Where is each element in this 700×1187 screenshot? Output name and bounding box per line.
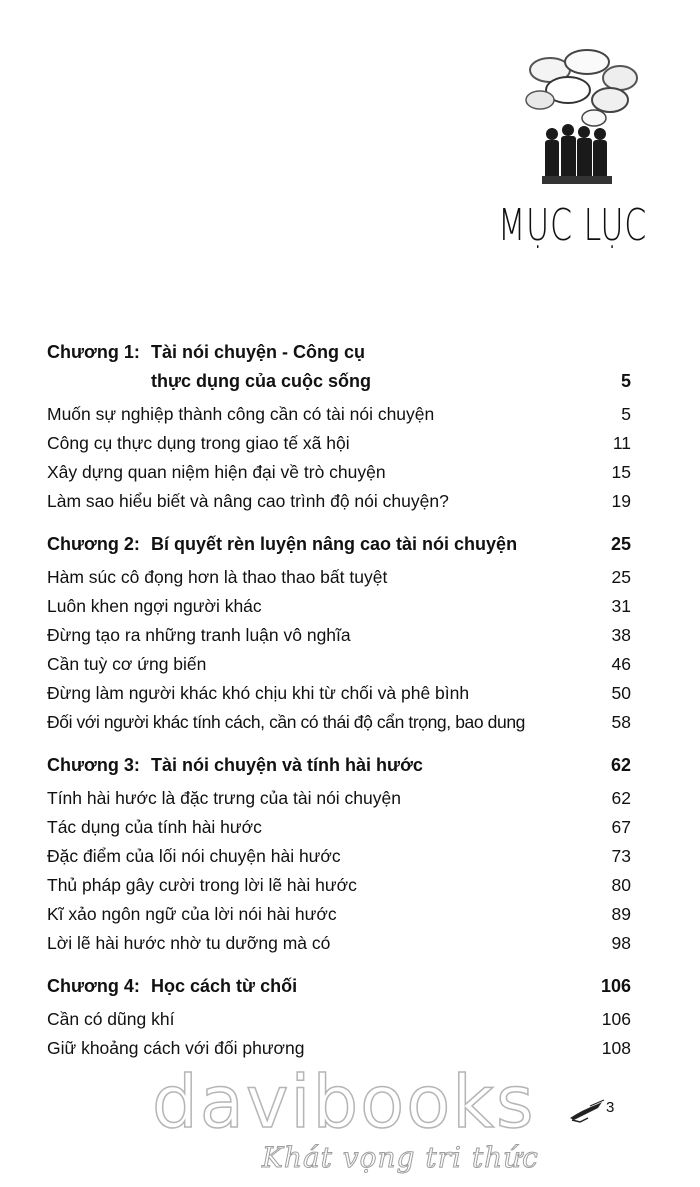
publisher-tagline: Khát vọng tri thức [262, 1141, 539, 1174]
entry-title: Đừng làm người khác khó chịu khi từ chối và phê bình [47, 683, 470, 703]
entry-page-number: 80 [611, 875, 631, 895]
chapter-4 [47, 972, 631, 1063]
chapter-heading[interactable] [47, 530, 631, 559]
chapter-2 [47, 530, 631, 737]
chapter-title-line: Tài nói chuyện - Công cụ [151, 342, 366, 362]
people-silhouette-icon [542, 124, 612, 184]
toc-entry[interactable] [47, 429, 631, 458]
entry-title: Muốn sự nghiệp thành công cần có tài nói chuyện [47, 404, 435, 424]
entry-title: Hàm súc cô đọng hơn là thao thao bất tuyệt [47, 567, 388, 587]
entry-title: Lời lẽ hài hước nhờ tu dưỡng mà có [47, 933, 331, 953]
chapter-title: Bí quyết rèn luyện nâng cao tài nói chuyện [151, 534, 518, 554]
entry-page-number: 31 [611, 596, 631, 616]
toc-entry[interactable] [47, 650, 631, 679]
toc-entry[interactable] [47, 1034, 631, 1063]
chapter-heading[interactable] [47, 338, 631, 396]
entry-title: Tính hài hước là đặc trưng của tài nói chuyện [47, 788, 401, 808]
bubble-icon [565, 50, 609, 74]
entry-title: Tác dụng của tính hài hước [47, 817, 262, 837]
table-of-contents [47, 338, 631, 1077]
feather-pen-icon [568, 1098, 608, 1124]
entry-page-number: 25 [611, 567, 631, 587]
toc-entry[interactable] [47, 679, 631, 708]
entry-title: Cần có dũng khí [47, 1009, 175, 1029]
toc-entry[interactable] [47, 400, 631, 429]
speech-bubbles-people-illustration [512, 48, 642, 198]
chapter-1 [47, 338, 631, 516]
toc-entry[interactable] [47, 458, 631, 487]
page-footer [568, 1096, 658, 1126]
toc-entry[interactable] [47, 900, 631, 929]
entry-page-number: 46 [611, 654, 631, 674]
toc-entry[interactable] [47, 708, 631, 737]
page-number: 3 [606, 1099, 615, 1116]
chapter-label: Chương 3: [47, 755, 140, 775]
entry-page-number: 19 [611, 491, 631, 511]
chapter-title-line: thực dụng của cuộc sống [151, 371, 372, 391]
entry-title: Đối với người khác tính cách, cần có thái độ cẩn trọng, bao dung [47, 712, 525, 732]
bubble-icon [592, 88, 628, 112]
chapter-page-number: 25 [610, 534, 631, 554]
toc-entry[interactable] [47, 563, 631, 592]
entry-title: Thủ pháp gây cười trong lời lẽ hài hước [47, 875, 357, 895]
entry-title: Xây dựng quan niệm hiện đại về trò chuyện [47, 462, 386, 482]
toc-entry[interactable] [47, 813, 631, 842]
entry-page-number: 67 [611, 817, 631, 837]
toc-entry[interactable] [47, 592, 631, 621]
toc-entry[interactable] [47, 929, 631, 958]
publisher-watermark: davibooks [152, 1060, 536, 1144]
entry-page-number: 106 [601, 1009, 631, 1029]
entry-page-number: 89 [611, 904, 631, 924]
toc-entry[interactable] [47, 487, 631, 516]
entry-title: Công cụ thực dụng trong giao tế xã hội [47, 433, 350, 453]
entry-page-number: 98 [611, 933, 631, 953]
chapter-label: Chương 2: [47, 534, 140, 554]
entry-title: Luôn khen ngợi người khác [47, 596, 262, 616]
chapter-heading[interactable] [47, 751, 631, 780]
toc-entry[interactable] [47, 784, 631, 813]
entry-page-number: 38 [611, 625, 631, 645]
entry-page-number: 50 [611, 683, 631, 703]
page-title: MỤC LỤC [498, 200, 648, 251]
entry-page-number: 5 [621, 404, 631, 424]
toc-entry[interactable] [47, 621, 631, 650]
entry-page-number: 58 [611, 712, 631, 732]
toc-entry[interactable] [47, 871, 631, 900]
chapter-label: Chương 1: [47, 342, 140, 362]
entry-page-number: 62 [611, 788, 631, 808]
entry-title: Làm sao hiểu biết và nâng cao trình độ nói chuyện? [47, 491, 449, 511]
entry-title: Cần tuỳ cơ ứng biến [47, 654, 207, 674]
chapter-title: Tài nói chuyện và tính hài hước [151, 755, 423, 775]
entry-title: Đừng tạo ra những tranh luận vô nghĩa [47, 625, 351, 645]
entry-title: Đặc điểm của lối nói chuyện hài hước [47, 846, 341, 866]
bubble-icon [582, 110, 606, 126]
entry-page-number: 11 [612, 433, 631, 453]
bubble-icon [526, 91, 554, 109]
chapter-page-number: 106 [600, 976, 631, 996]
entry-page-number: 108 [601, 1038, 631, 1058]
entry-page-number: 15 [611, 462, 631, 482]
chapter-label: Chương 4: [47, 976, 140, 996]
chapter-heading[interactable] [47, 972, 631, 1001]
toc-entry[interactable] [47, 842, 631, 871]
bubble-icon [603, 66, 637, 90]
chapter-title [151, 338, 583, 396]
chapter-title: Học cách từ chối [151, 976, 298, 996]
entry-page-number: 73 [611, 846, 631, 866]
chapter-3 [47, 751, 631, 958]
entry-title: Kĩ xảo ngôn ngữ của lời nói hài hước [47, 904, 337, 924]
chapter-page-number: 62 [610, 755, 631, 775]
chapter-page-number: 5 [620, 371, 631, 391]
toc-entry[interactable] [47, 1005, 631, 1034]
entry-title: Giữ khoảng cách với đối phương [47, 1038, 305, 1058]
